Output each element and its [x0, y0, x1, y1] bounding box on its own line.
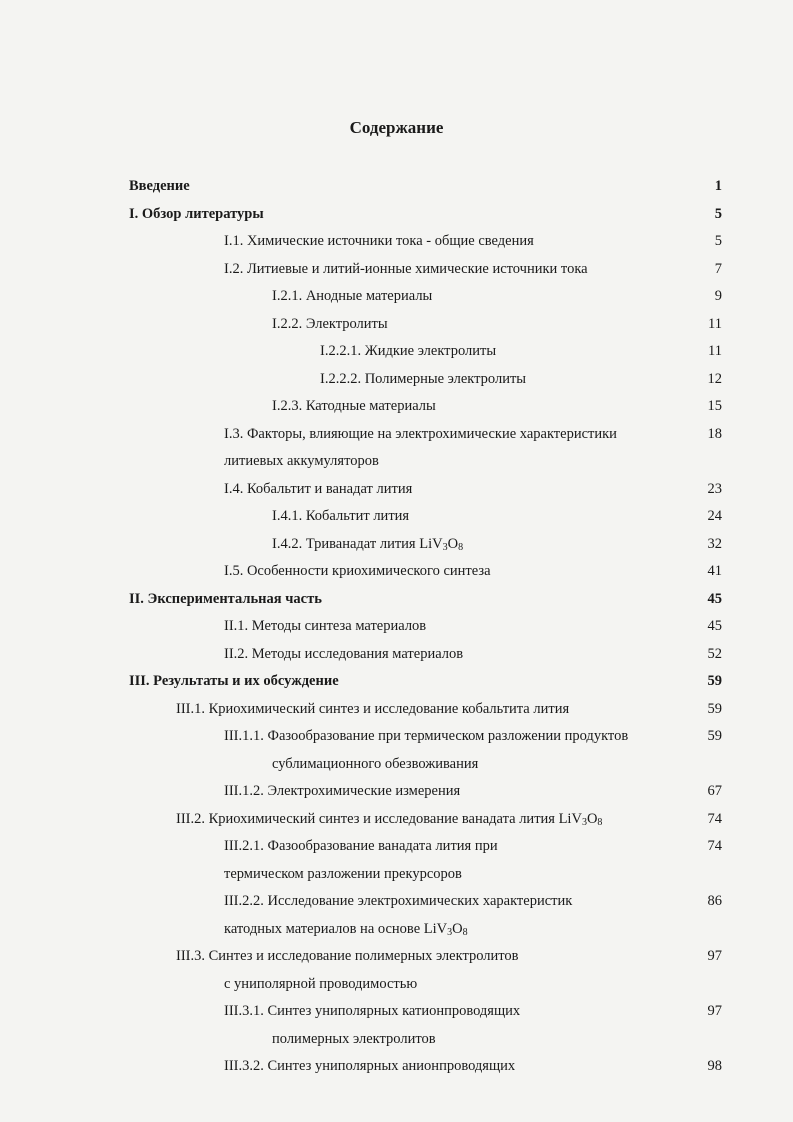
toc-entry-page: 5 — [714, 205, 722, 222]
toc-entry — [0, 558, 793, 586]
toc-entry — [0, 228, 793, 256]
toc-entry — [0, 613, 793, 641]
toc-entry-title: III.1. Криохимический синтез и исследование кобальтита лития — [176, 700, 570, 717]
toc-entry — [0, 696, 793, 724]
page-title: Содержание — [349, 118, 444, 137]
toc-entry-page: 1 — [714, 178, 722, 194]
toc-entry-title: III.2.2. Исследование электрохимических характеристик — [224, 893, 573, 909]
toc-entry — [0, 641, 793, 669]
toc-entry-title: III.3. Синтез и исследование полимерных электролитов — [176, 948, 519, 964]
toc-entry-page: 74 — [707, 810, 722, 827]
toc-entry — [0, 503, 793, 531]
toc-entry — [0, 861, 793, 889]
toc-entry-title: I.1. Химические источники тока - общие сведения — [224, 233, 534, 249]
toc-entry-title: I.2.2.1. Жидкие электролиты — [320, 343, 497, 359]
toc-entry-page: 59 — [707, 728, 722, 744]
toc-entry — [0, 806, 793, 834]
toc-entry — [0, 778, 793, 806]
toc-entry-title: I.4. Кобальтит и ванадат лития — [224, 480, 413, 497]
toc-entry-title: I.5. Особенности криохимического синтеза — [224, 563, 491, 579]
toc-entry-title: I.4.2. Триванадат лития $LiV_3O_8$ — [272, 535, 464, 553]
toc-entry-page: 59 — [707, 700, 722, 717]
toc-entry-title: литиевых аккумуляторов — [224, 453, 379, 469]
toc-entry-title: I.2.2.2. Полимерные электролиты — [320, 370, 527, 387]
toc-entry-page: 74 — [707, 838, 722, 854]
toc-entry-title: II. Экспериментальная часть — [129, 590, 322, 607]
toc-entry-title: III.1.1. Фазообразование при термическом разложении продуктов — [224, 728, 629, 744]
toc-entry — [0, 283, 793, 311]
toc-entry — [0, 943, 793, 971]
toc-entry-page: 45 — [707, 618, 722, 634]
toc-entry-page: 67 — [707, 783, 722, 799]
toc-entry-title: сублимационного обезвоживания — [272, 755, 479, 772]
toc-entry — [0, 421, 793, 449]
toc-entry — [0, 476, 793, 504]
toc-entry — [0, 916, 793, 944]
toc-entry — [0, 1053, 793, 1081]
toc-entry-page: 98 — [707, 1058, 722, 1074]
toc-entry-title: I.4.1. Кобальтит лития — [272, 508, 410, 524]
toc-entry — [0, 971, 793, 999]
toc-entry — [0, 393, 793, 421]
toc-entry-title: III.2.1. Фазообразование ванадата лития при — [224, 838, 498, 854]
toc-entry-title: I.2.1. Анодные материалы — [272, 288, 433, 304]
toc-entry-title: полимерных электролитов — [272, 1030, 436, 1047]
toc-entry — [0, 833, 793, 861]
toc-entry-title: III.3.1. Синтез униполярных катионпроводящих — [224, 1003, 521, 1019]
toc-entry-page: 97 — [707, 1003, 722, 1019]
toc-entry — [0, 1026, 793, 1054]
table-of-contents — [0, 173, 793, 1081]
toc-entry-page: 59 — [707, 673, 722, 689]
toc-entry-title: III.1.2. Электрохимические измерения — [224, 783, 461, 799]
toc-entry-page: 32 — [707, 535, 722, 552]
toc-entry-page: 18 — [707, 425, 722, 442]
toc-entry-title: III. Результаты и их обсуждение — [129, 673, 339, 689]
toc-entry — [0, 366, 793, 394]
toc-entry-page: 9 — [714, 288, 722, 304]
toc-entry-page: 5 — [714, 233, 722, 249]
toc-entry-page: 11 — [708, 315, 722, 332]
toc-entry-page: 7 — [714, 260, 722, 277]
toc-entry-page: 86 — [707, 893, 722, 909]
toc-entry — [0, 586, 793, 614]
toc-entry-title: II.2. Методы исследования материалов — [224, 645, 464, 662]
toc-entry-page: 15 — [707, 398, 722, 414]
toc-entry-title: катодных материалов на основе $LiV_3O_8$ — [224, 920, 468, 938]
toc-entry-page: 11 — [708, 343, 722, 359]
toc-entry-title: I.2. Литиевые и литий-ионные химические источники тока — [224, 260, 588, 277]
toc-entry — [0, 173, 793, 201]
toc-entry — [0, 531, 793, 559]
toc-entry — [0, 201, 793, 229]
toc-entry — [0, 311, 793, 339]
toc-entry — [0, 751, 793, 779]
toc-entry-page: 23 — [707, 480, 722, 497]
toc-entry — [0, 668, 793, 696]
toc-entry-page: 97 — [707, 948, 722, 964]
toc-entry — [0, 338, 793, 366]
toc-entry-title: I.3. Факторы, влияющие на электрохимические характеристики — [224, 425, 617, 442]
toc-entry-page: 24 — [707, 508, 722, 524]
toc-entry-page: 45 — [707, 590, 722, 607]
toc-entry — [0, 723, 793, 751]
toc-entry-page: 52 — [707, 645, 722, 662]
toc-entry — [0, 998, 793, 1026]
toc-entry-title: Введение — [129, 178, 190, 194]
toc-entry — [0, 448, 793, 476]
toc-entry-page: 12 — [707, 370, 722, 387]
toc-entry-title: с униполярной проводимостью — [224, 975, 418, 992]
toc-entry-title: III.2. Криохимический синтез и исследование ванадата лития $LiV_3O_8$ — [176, 810, 603, 828]
toc-entry-title: I. Обзор литературы — [129, 205, 264, 222]
toc-entry — [0, 256, 793, 284]
toc-entry-title: III.3.2. Синтез униполярных анионпроводящих — [224, 1058, 516, 1074]
toc-entry-title: термическом разложении прекурсоров — [224, 865, 462, 882]
toc-entry-title: I.2.3. Катодные материалы — [272, 398, 436, 414]
toc-entry-title: II.1. Методы синтеза материалов — [224, 618, 427, 634]
toc-entry-page: 41 — [707, 563, 722, 579]
toc-entry — [0, 888, 793, 916]
toc-entry-title: I.2.2. Электролиты — [272, 315, 388, 332]
